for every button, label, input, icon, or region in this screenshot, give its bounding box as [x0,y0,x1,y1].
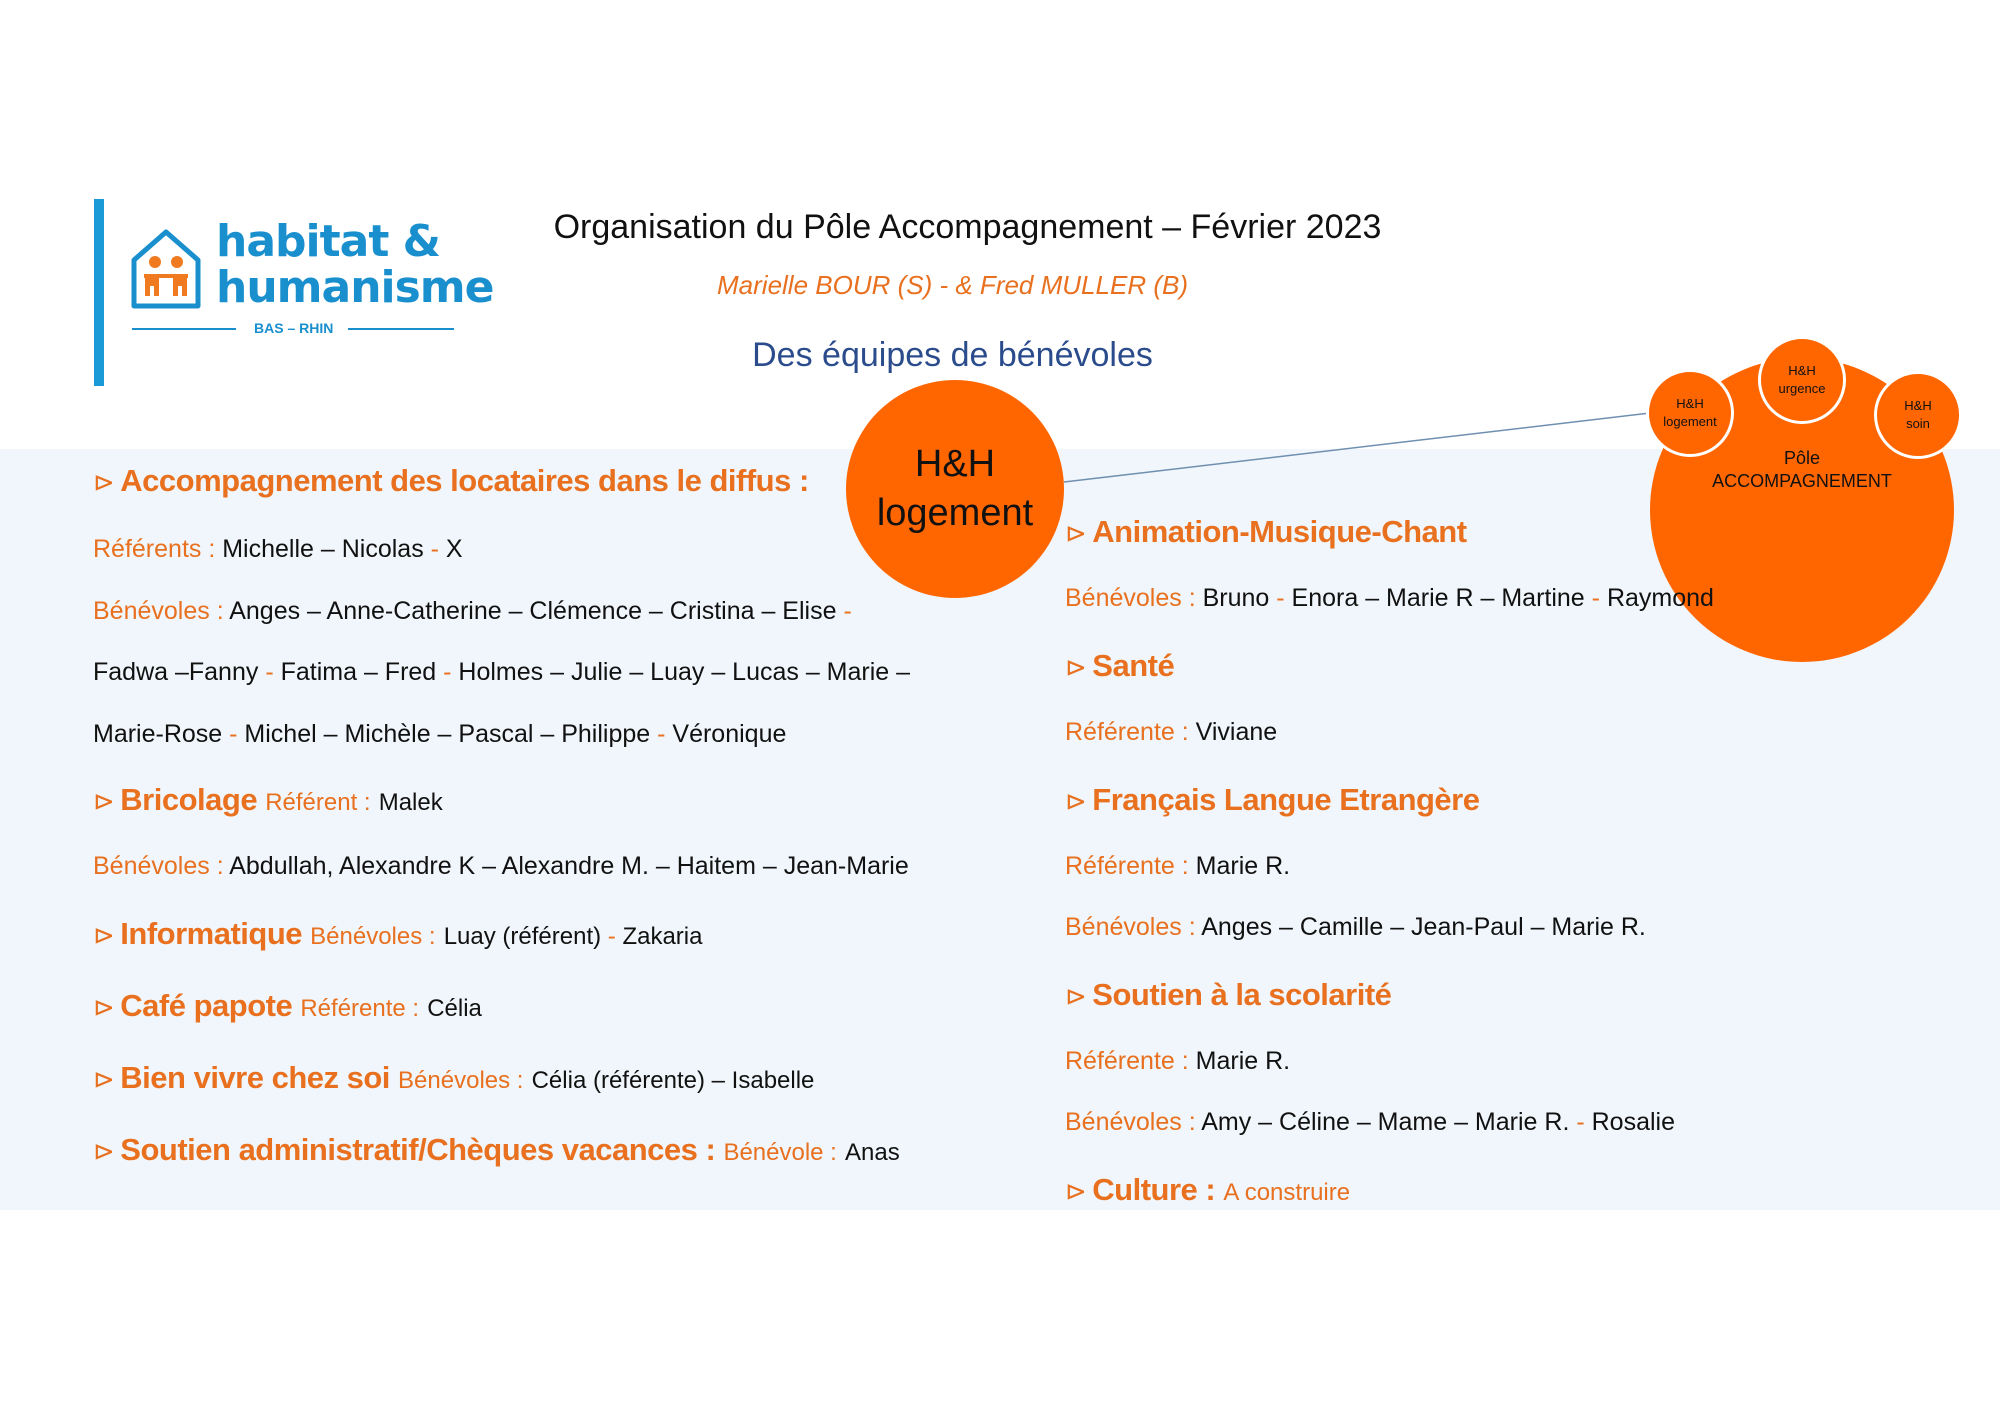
value-benevoles: Abdullah, Alexandre K – Alexandre M. – Haitem – Jean-Marie [229,852,909,880]
label-benevoles: Bénévoles : [93,852,224,880]
value-referente: Célia [427,995,482,1022]
separator: - [1569,1108,1592,1136]
heading-animation [1065,514,1467,550]
value-benevoles: Anges – Camille – Jean-Paul – Marie R. [1201,913,1646,941]
value-benevoles-b: Enora – Marie R – Martine [1291,584,1585,612]
diffus-benevoles-line2 [93,658,910,687]
label-referente: Référente : [1065,852,1189,880]
value-referente: Viviane [1195,718,1278,746]
arrow-bullet-icon: ⊳ [93,992,115,1022]
hh-soin-bubble: H&H soin [1874,371,1962,459]
arrow-bullet-icon: ⊳ [93,920,115,950]
heading-bien-vivre [93,1060,814,1096]
label-referente: Référente : [1065,718,1189,746]
diffus-benevoles-line3 [93,720,786,749]
arrow-bullet-icon: ⊳ [1065,1176,1087,1206]
label-referent: Référent : [265,789,371,816]
label-benevoles: Bénévoles : [1065,584,1196,612]
section-title: Des équipes de bénévoles [752,336,1153,374]
logo-text-line2: humanisme [216,262,494,313]
label-benevoles: Bénévoles : [1065,913,1196,941]
heading-diffus [93,463,809,499]
animation-benevoles [1065,584,1714,613]
scolarite-referente [1065,1047,1290,1076]
separator: - [836,597,852,625]
value-benevoles-c: Raymond [1606,584,1714,612]
bricolage-benevoles [93,852,909,881]
heading-informatique-text: Informatique [120,916,303,951]
separator: - [258,658,281,686]
heading-bricolage [93,782,443,818]
label-referente: Référente : [1065,1047,1189,1075]
hh-urgence-bubble: H&H urgence [1758,336,1846,424]
arrow-bullet-icon: ⊳ [1065,786,1087,816]
logo-subtitle: BAS – RHIN [254,320,334,336]
value-referents: Michelle – Nicolas [222,535,424,563]
arrow-bullet-icon: ⊳ [93,1064,115,1094]
heading-bienvivre-text: Bien vivre chez soi [120,1060,390,1095]
diffus-referents [93,535,463,564]
arrow-bullet-icon: ⊳ [1065,652,1087,682]
heading-diffus-text: Accompagnement des locataires dans le diffus : [120,463,809,498]
heading-soutien-admin [93,1132,900,1168]
hh-logement-main-bubble: H&H logement [846,380,1064,598]
arrow-bullet-icon: ⊳ [1065,981,1087,1011]
separator: - [1584,584,1607,612]
diffus-benevoles-line1 [93,597,852,626]
heading-sante [1065,648,1174,684]
hh-logement-small-bubble: H&H logement [1646,369,1734,457]
arrow-bullet-icon: ⊳ [93,786,115,816]
heading-culture [1065,1172,1350,1208]
separator: - [601,923,623,950]
label-benevoles: Bénévoles : [93,597,224,625]
heading-scolarite-text: Soutien à la scolarité [1092,977,1392,1012]
value-referente: Marie R. [1195,852,1291,880]
heading-admin-text: Soutien administratif/Chèques vacances : [120,1132,716,1167]
label-referente: Référente : [300,995,420,1022]
scolarite-benevoles [1065,1108,1675,1137]
page-subtitle: Marielle BOUR (S) - & Fred MULLER (B) [717,270,1188,300]
value-referente: Marie R. [1195,1047,1291,1075]
value-benevoles-line2a: Fadwa –Fanny [93,658,259,686]
culture-note: A construire [1223,1179,1351,1206]
value-referent: Malek [378,789,443,816]
heading-bricolage-text: Bricolage [120,782,258,817]
value-benevoles-a: Amy – Céline – Mame – Marie R. [1201,1108,1570,1136]
separator: - [222,720,245,748]
fle-referente [1065,852,1290,881]
separator: - [650,720,673,748]
heading-fle [1065,782,1479,818]
value-benevoles-b: Rosalie [1591,1108,1675,1136]
heading-scolarite [1065,977,1391,1013]
value-benevoles-line3a: Marie-Rose [93,720,223,748]
logo-text-line1: habitat & [216,216,441,267]
value-benevoles-line1: Anges – Anne-Catherine – Clémence – Cristina – Elise [229,597,837,625]
heading-animation-text: Animation-Musique-Chant [1092,514,1467,549]
heading-sante-text: Santé [1092,648,1175,683]
value-benevoles-line3b: Michel – Michèle – Pascal – Philippe [244,720,651,748]
value-benevoles-line2b: Fatima – Fred [280,658,437,686]
value-benevoles-b: Zakaria [622,923,703,950]
separator: - [423,535,446,563]
label-benevoles: Bénévoles : [1065,1108,1196,1136]
page-title: Organisation du Pôle Accompagnement – Février 2023 [553,208,1382,246]
heading-fle-text: Français Langue Etrangère [1092,782,1480,817]
value-referents-last: X [445,535,463,563]
label-benevole: Bénévole : [723,1139,837,1166]
label-referents: Référents : [93,535,216,563]
fle-benevoles [1065,913,1646,942]
arrow-bullet-icon: ⊳ [93,467,115,497]
arrow-bullet-icon: ⊳ [93,1136,115,1166]
arrow-bullet-icon: ⊳ [1065,518,1087,548]
value-benevoles-a: Luay (référent) [443,923,602,950]
value-benevoles: Célia (référente) – Isabelle [531,1067,815,1094]
heading-cafe-papote [93,988,482,1024]
heading-informatique [93,916,702,952]
label-benevoles: Bénévoles : [310,923,436,950]
separator: - [436,658,459,686]
heading-culture-text: Culture : [1092,1172,1216,1207]
heading-cafe-text: Café papote [120,988,293,1023]
value-benevole: Anas [844,1139,900,1166]
value-benevoles-line2c: Holmes – Julie – Luay – Lucas – Marie – [458,658,911,686]
pole-accompagnement-label: Pôle ACCOMPAGNEMENT [1712,447,1892,491]
value-benevoles-a: Bruno [1202,584,1270,612]
value-benevoles-line3c: Véronique [672,720,787,748]
label-benevoles: Bénévoles : [398,1067,524,1094]
separator: - [1269,584,1292,612]
sante-referente [1065,718,1277,747]
